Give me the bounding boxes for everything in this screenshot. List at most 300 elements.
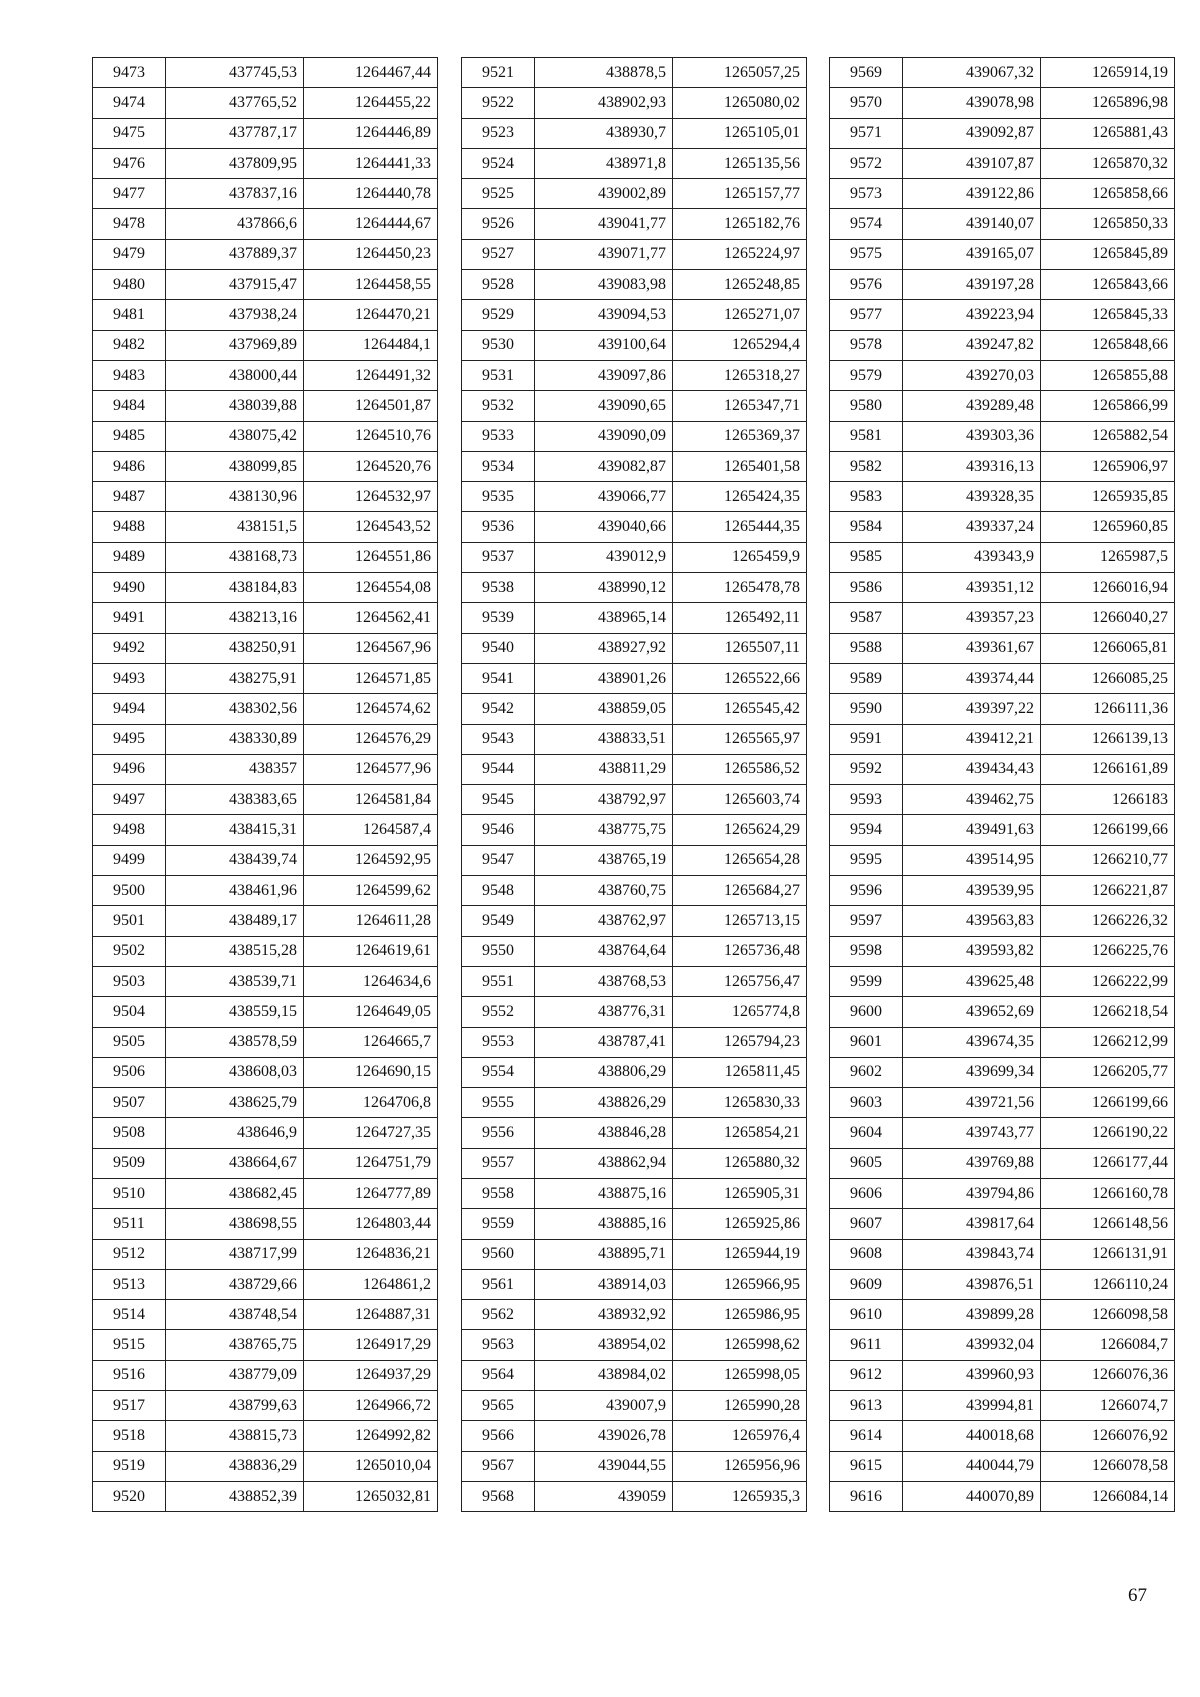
x-coordinate-cell: 439932,04 [903, 1330, 1041, 1360]
y-coordinate-cell: 1264458,55 [304, 270, 438, 300]
x-coordinate-cell: 439140,07 [903, 209, 1041, 239]
x-coordinate-cell: 439843,74 [903, 1239, 1041, 1269]
table-row [830, 360, 1175, 390]
x-coordinate-cell: 438776,31 [535, 997, 673, 1027]
x-coordinate-cell: 438578,59 [166, 1027, 304, 1057]
table-row [93, 542, 438, 572]
y-coordinate-cell: 1264543,52 [304, 512, 438, 542]
point-number-cell: 9588 [830, 633, 903, 663]
table-row [830, 724, 1175, 754]
x-coordinate-cell: 439769,88 [903, 1148, 1041, 1178]
y-coordinate-cell: 1266074,7 [1041, 1391, 1175, 1421]
y-coordinate-cell: 1264577,96 [304, 754, 438, 784]
x-coordinate-cell: 439674,35 [903, 1027, 1041, 1057]
table-row [93, 663, 438, 693]
x-coordinate-cell: 439434,43 [903, 754, 1041, 784]
table-row [462, 724, 807, 754]
y-coordinate-cell: 1265848,66 [1041, 330, 1175, 360]
table-row [93, 148, 438, 178]
point-number-cell: 9526 [462, 209, 535, 239]
y-coordinate-cell: 1266190,22 [1041, 1118, 1175, 1148]
table-row [830, 936, 1175, 966]
point-number-cell: 9517 [93, 1391, 166, 1421]
y-coordinate-cell: 1264446,89 [304, 118, 438, 148]
y-coordinate-cell: 1265935,3 [673, 1481, 807, 1511]
table-row [830, 88, 1175, 118]
point-number-cell: 9512 [93, 1239, 166, 1269]
table-row [93, 421, 438, 451]
point-number-cell: 9490 [93, 573, 166, 603]
y-coordinate-cell: 1265880,32 [673, 1148, 807, 1178]
point-number-cell: 9611 [830, 1330, 903, 1360]
x-coordinate-cell: 438461,96 [166, 876, 304, 906]
x-coordinate-cell: 438765,19 [535, 845, 673, 875]
point-number-cell: 9539 [462, 603, 535, 633]
table-row [93, 633, 438, 663]
point-number-cell: 9594 [830, 815, 903, 845]
y-coordinate-cell: 1264619,61 [304, 936, 438, 966]
y-coordinate-cell: 1264581,84 [304, 785, 438, 815]
x-coordinate-cell: 439041,77 [535, 209, 673, 239]
x-coordinate-cell: 438717,99 [166, 1239, 304, 1269]
point-number-cell: 9509 [93, 1148, 166, 1178]
y-coordinate-cell: 1266139,13 [1041, 724, 1175, 754]
point-number-cell: 9541 [462, 663, 535, 693]
x-coordinate-cell: 439491,63 [903, 815, 1041, 845]
y-coordinate-cell: 1265830,33 [673, 1088, 807, 1118]
table-row [93, 1027, 438, 1057]
y-coordinate-cell: 1266065,81 [1041, 633, 1175, 663]
y-coordinate-cell: 1265444,35 [673, 512, 807, 542]
x-coordinate-cell: 438646,9 [166, 1118, 304, 1148]
point-number-cell: 9529 [462, 300, 535, 330]
y-coordinate-cell: 1265424,35 [673, 482, 807, 512]
x-coordinate-cell: 439699,34 [903, 1057, 1041, 1087]
table-row [830, 754, 1175, 784]
x-coordinate-cell: 437787,17 [166, 118, 304, 148]
point-number-cell: 9595 [830, 845, 903, 875]
table-row [93, 1421, 438, 1451]
x-coordinate-cell: 439083,98 [535, 270, 673, 300]
y-coordinate-cell: 1265271,07 [673, 300, 807, 330]
table-row [462, 360, 807, 390]
y-coordinate-cell: 1264777,89 [304, 1178, 438, 1208]
x-coordinate-cell: 438902,93 [535, 88, 673, 118]
y-coordinate-cell: 1266161,89 [1041, 754, 1175, 784]
x-coordinate-cell: 439994,81 [903, 1391, 1041, 1421]
table-row [93, 1118, 438, 1148]
y-coordinate-cell: 1265057,25 [673, 58, 807, 88]
x-coordinate-cell: 438489,17 [166, 906, 304, 936]
y-coordinate-cell: 1264611,28 [304, 906, 438, 936]
y-coordinate-cell: 1265010,04 [304, 1451, 438, 1481]
table-row [93, 1300, 438, 1330]
y-coordinate-cell: 1265925,86 [673, 1209, 807, 1239]
table-row [93, 88, 438, 118]
point-number-cell: 9565 [462, 1391, 535, 1421]
x-coordinate-cell: 438698,55 [166, 1209, 304, 1239]
table-row [830, 876, 1175, 906]
table-row [462, 1148, 807, 1178]
table-row [462, 906, 807, 936]
table-row [462, 633, 807, 663]
table-row [93, 1088, 438, 1118]
table-row [830, 58, 1175, 88]
x-coordinate-cell: 437889,37 [166, 239, 304, 269]
x-coordinate-cell: 439563,83 [903, 906, 1041, 936]
point-number-cell: 9485 [93, 421, 166, 451]
y-coordinate-cell: 1265369,37 [673, 421, 807, 451]
y-coordinate-cell: 1264706,8 [304, 1088, 438, 1118]
point-number-cell: 9564 [462, 1360, 535, 1390]
y-coordinate-cell: 1266016,94 [1041, 573, 1175, 603]
x-coordinate-cell: 439100,64 [535, 330, 673, 360]
x-coordinate-cell: 438901,26 [535, 663, 673, 693]
table-row [462, 1118, 807, 1148]
table-row [462, 1451, 807, 1481]
x-coordinate-cell: 438760,75 [535, 876, 673, 906]
point-number-cell: 9500 [93, 876, 166, 906]
point-number-cell: 9581 [830, 421, 903, 451]
y-coordinate-cell: 1264491,32 [304, 360, 438, 390]
x-coordinate-cell: 439044,55 [535, 1451, 673, 1481]
table-row [462, 421, 807, 451]
point-number-cell: 9570 [830, 88, 903, 118]
y-coordinate-cell: 1265318,27 [673, 360, 807, 390]
y-coordinate-cell: 1265811,45 [673, 1057, 807, 1087]
y-coordinate-cell: 1264751,79 [304, 1148, 438, 1178]
x-coordinate-cell: 439094,53 [535, 300, 673, 330]
x-coordinate-cell: 439289,48 [903, 391, 1041, 421]
x-coordinate-cell: 438383,65 [166, 785, 304, 815]
table-row [830, 1088, 1175, 1118]
table-row [462, 58, 807, 88]
point-number-cell: 9543 [462, 724, 535, 754]
table-row [93, 512, 438, 542]
x-coordinate-cell: 439002,89 [535, 179, 673, 209]
point-number-cell: 9548 [462, 876, 535, 906]
x-coordinate-cell: 439652,69 [903, 997, 1041, 1027]
y-coordinate-cell: 1264574,62 [304, 694, 438, 724]
table-row [462, 1391, 807, 1421]
table-row [93, 906, 438, 936]
y-coordinate-cell: 1266131,91 [1041, 1239, 1175, 1269]
table-row [93, 845, 438, 875]
table-row [830, 997, 1175, 1027]
table-row [830, 482, 1175, 512]
y-coordinate-cell: 1265756,47 [673, 966, 807, 996]
y-coordinate-cell: 1265248,85 [673, 270, 807, 300]
y-coordinate-cell: 1264649,05 [304, 997, 438, 1027]
point-number-cell: 9566 [462, 1421, 535, 1451]
x-coordinate-cell: 438930,7 [535, 118, 673, 148]
y-coordinate-cell: 1264592,95 [304, 845, 438, 875]
table-row [462, 88, 807, 118]
point-number-cell: 9568 [462, 1481, 535, 1511]
point-number-cell: 9492 [93, 633, 166, 663]
y-coordinate-cell: 1265135,56 [673, 148, 807, 178]
x-coordinate-cell: 439165,07 [903, 239, 1041, 269]
y-coordinate-cell: 1265294,4 [673, 330, 807, 360]
point-number-cell: 9531 [462, 360, 535, 390]
point-number-cell: 9591 [830, 724, 903, 754]
table-row [462, 754, 807, 784]
table-row [830, 966, 1175, 996]
x-coordinate-cell: 438539,71 [166, 966, 304, 996]
point-number-cell: 9524 [462, 148, 535, 178]
x-coordinate-cell: 438765,75 [166, 1330, 304, 1360]
y-coordinate-cell: 1265966,95 [673, 1269, 807, 1299]
x-coordinate-cell: 438833,51 [535, 724, 673, 754]
page-number: 67 [1128, 1585, 1147, 1606]
point-number-cell: 9497 [93, 785, 166, 815]
point-number-cell: 9559 [462, 1209, 535, 1239]
x-coordinate-cell: 438168,73 [166, 542, 304, 572]
y-coordinate-cell: 1265986,95 [673, 1300, 807, 1330]
x-coordinate-cell: 439026,78 [535, 1421, 673, 1451]
point-number-cell: 9479 [93, 239, 166, 269]
y-coordinate-cell: 1265713,15 [673, 906, 807, 936]
y-coordinate-cell: 1265896,98 [1041, 88, 1175, 118]
x-coordinate-cell: 438130,96 [166, 482, 304, 512]
x-coordinate-cell: 438184,83 [166, 573, 304, 603]
x-coordinate-cell: 438954,02 [535, 1330, 673, 1360]
x-coordinate-cell: 438859,05 [535, 694, 673, 724]
point-number-cell: 9554 [462, 1057, 535, 1087]
table-row [830, 1391, 1175, 1421]
y-coordinate-cell: 1265794,23 [673, 1027, 807, 1057]
y-coordinate-cell: 1265105,01 [673, 118, 807, 148]
table-row [93, 300, 438, 330]
table-row [830, 300, 1175, 330]
y-coordinate-cell: 1264554,08 [304, 573, 438, 603]
y-coordinate-cell: 1266098,58 [1041, 1300, 1175, 1330]
point-number-cell: 9608 [830, 1239, 903, 1269]
table-row [93, 239, 438, 269]
point-number-cell: 9519 [93, 1451, 166, 1481]
point-number-cell: 9523 [462, 118, 535, 148]
table-row [462, 815, 807, 845]
y-coordinate-cell: 1265522,66 [673, 663, 807, 693]
y-coordinate-cell: 1265845,33 [1041, 300, 1175, 330]
y-coordinate-cell: 1264861,2 [304, 1269, 438, 1299]
y-coordinate-cell: 1265956,96 [673, 1451, 807, 1481]
y-coordinate-cell: 1264520,76 [304, 451, 438, 481]
point-number-cell: 9596 [830, 876, 903, 906]
table-row [462, 542, 807, 572]
point-number-cell: 9489 [93, 542, 166, 572]
point-number-cell: 9537 [462, 542, 535, 572]
point-number-cell: 9501 [93, 906, 166, 936]
y-coordinate-cell: 1265492,11 [673, 603, 807, 633]
table-row [830, 1118, 1175, 1148]
y-coordinate-cell: 1265736,48 [673, 936, 807, 966]
point-number-cell: 9544 [462, 754, 535, 784]
point-number-cell: 9534 [462, 451, 535, 481]
y-coordinate-cell: 1265684,27 [673, 876, 807, 906]
point-number-cell: 9473 [93, 58, 166, 88]
x-coordinate-cell: 437866,6 [166, 209, 304, 239]
point-number-cell: 9520 [93, 1481, 166, 1511]
table-row [830, 421, 1175, 451]
table-row [462, 573, 807, 603]
table-row [462, 1209, 807, 1239]
point-number-cell: 9508 [93, 1118, 166, 1148]
point-number-cell: 9478 [93, 209, 166, 239]
x-coordinate-cell: 438779,09 [166, 1360, 304, 1390]
table-row [93, 1209, 438, 1239]
x-coordinate-cell: 438852,39 [166, 1481, 304, 1511]
point-number-cell: 9606 [830, 1178, 903, 1208]
point-number-cell: 9577 [830, 300, 903, 330]
table-row [462, 1330, 807, 1360]
y-coordinate-cell: 1266085,25 [1041, 663, 1175, 693]
table-row [830, 1269, 1175, 1299]
table-row [462, 1300, 807, 1330]
x-coordinate-cell: 439071,77 [535, 239, 673, 269]
table-row [830, 1481, 1175, 1511]
point-number-cell: 9499 [93, 845, 166, 875]
x-coordinate-cell: 439397,22 [903, 694, 1041, 724]
y-coordinate-cell: 1266210,77 [1041, 845, 1175, 875]
point-number-cell: 9560 [462, 1239, 535, 1269]
x-coordinate-cell: 437969,89 [166, 330, 304, 360]
table-row [462, 1027, 807, 1057]
x-coordinate-cell: 438787,41 [535, 1027, 673, 1057]
x-coordinate-cell: 439328,35 [903, 482, 1041, 512]
point-number-cell: 9572 [830, 148, 903, 178]
table-row [830, 1421, 1175, 1451]
table-row [93, 997, 438, 1027]
table-row [462, 785, 807, 815]
y-coordinate-cell: 1265080,02 [673, 88, 807, 118]
y-coordinate-cell: 1265998,05 [673, 1360, 807, 1390]
table-row [830, 1300, 1175, 1330]
point-number-cell: 9571 [830, 118, 903, 148]
y-coordinate-cell: 1265935,85 [1041, 482, 1175, 512]
table-row [830, 906, 1175, 936]
point-number-cell: 9607 [830, 1209, 903, 1239]
point-number-cell: 9503 [93, 966, 166, 996]
table-row [93, 482, 438, 512]
point-number-cell: 9475 [93, 118, 166, 148]
y-coordinate-cell: 1266084,7 [1041, 1330, 1175, 1360]
point-number-cell: 9507 [93, 1088, 166, 1118]
y-coordinate-cell: 1264690,15 [304, 1057, 438, 1087]
x-coordinate-cell: 439197,28 [903, 270, 1041, 300]
y-coordinate-cell: 1265870,32 [1041, 148, 1175, 178]
y-coordinate-cell: 1266160,78 [1041, 1178, 1175, 1208]
y-coordinate-cell: 1266212,99 [1041, 1027, 1175, 1057]
x-coordinate-cell: 438748,54 [166, 1300, 304, 1330]
y-coordinate-cell: 1265586,52 [673, 754, 807, 784]
table-row [462, 1178, 807, 1208]
y-coordinate-cell: 1265987,5 [1041, 542, 1175, 572]
point-number-cell: 9590 [830, 694, 903, 724]
table-row [93, 876, 438, 906]
point-number-cell: 9567 [462, 1451, 535, 1481]
point-number-cell: 9589 [830, 663, 903, 693]
x-coordinate-cell: 439122,86 [903, 179, 1041, 209]
point-number-cell: 9515 [93, 1330, 166, 1360]
point-number-cell: 9562 [462, 1300, 535, 1330]
y-coordinate-cell: 1265990,28 [673, 1391, 807, 1421]
x-coordinate-cell: 438965,14 [535, 603, 673, 633]
table-row [93, 1330, 438, 1360]
y-coordinate-cell: 1264484,1 [304, 330, 438, 360]
y-coordinate-cell: 1264444,67 [304, 209, 438, 239]
point-number-cell: 9604 [830, 1118, 903, 1148]
x-coordinate-cell: 439090,65 [535, 391, 673, 421]
x-coordinate-cell: 438515,28 [166, 936, 304, 966]
y-coordinate-cell: 1264587,4 [304, 815, 438, 845]
table-row [830, 118, 1175, 148]
y-coordinate-cell: 1266084,14 [1041, 1481, 1175, 1511]
y-coordinate-cell: 1265774,8 [673, 997, 807, 1027]
table-row [830, 845, 1175, 875]
x-coordinate-cell: 438826,29 [535, 1088, 673, 1118]
y-coordinate-cell: 1265507,11 [673, 633, 807, 663]
x-coordinate-cell: 438914,03 [535, 1269, 673, 1299]
x-coordinate-cell: 438664,67 [166, 1148, 304, 1178]
y-coordinate-cell: 1265545,42 [673, 694, 807, 724]
table-row [93, 391, 438, 421]
table-row [830, 1360, 1175, 1390]
y-coordinate-cell: 1264567,96 [304, 633, 438, 663]
table-row [830, 209, 1175, 239]
point-number-cell: 9498 [93, 815, 166, 845]
point-number-cell: 9488 [93, 512, 166, 542]
y-coordinate-cell: 1264455,22 [304, 88, 438, 118]
y-coordinate-cell: 1264576,29 [304, 724, 438, 754]
x-coordinate-cell: 438768,53 [535, 966, 673, 996]
table-row [93, 1239, 438, 1269]
x-coordinate-cell: 438932,92 [535, 1300, 673, 1330]
point-number-cell: 9553 [462, 1027, 535, 1057]
point-number-cell: 9549 [462, 906, 535, 936]
x-coordinate-cell: 440070,89 [903, 1481, 1041, 1511]
y-coordinate-cell: 1264992,82 [304, 1421, 438, 1451]
x-coordinate-cell: 438895,71 [535, 1239, 673, 1269]
table-row [830, 451, 1175, 481]
table-row [93, 58, 438, 88]
x-coordinate-cell: 439539,95 [903, 876, 1041, 906]
point-number-cell: 9528 [462, 270, 535, 300]
table-row [462, 118, 807, 148]
x-coordinate-cell: 440018,68 [903, 1421, 1041, 1451]
point-number-cell: 9558 [462, 1178, 535, 1208]
point-number-cell: 9510 [93, 1178, 166, 1208]
point-number-cell: 9587 [830, 603, 903, 633]
x-coordinate-cell: 438762,97 [535, 906, 673, 936]
x-coordinate-cell: 439343,9 [903, 542, 1041, 572]
table-row [830, 1178, 1175, 1208]
point-number-cell: 9532 [462, 391, 535, 421]
x-coordinate-cell: 439412,21 [903, 724, 1041, 754]
point-number-cell: 9476 [93, 148, 166, 178]
point-number-cell: 9610 [830, 1300, 903, 1330]
point-number-cell: 9542 [462, 694, 535, 724]
x-coordinate-cell: 437745,53 [166, 58, 304, 88]
x-coordinate-cell: 438878,5 [535, 58, 673, 88]
y-coordinate-cell: 1266225,76 [1041, 936, 1175, 966]
point-number-cell: 9538 [462, 573, 535, 603]
x-coordinate-cell: 439361,67 [903, 633, 1041, 663]
point-number-cell: 9605 [830, 1148, 903, 1178]
x-coordinate-cell: 439270,03 [903, 360, 1041, 390]
point-number-cell: 9602 [830, 1057, 903, 1087]
point-number-cell: 9535 [462, 482, 535, 512]
